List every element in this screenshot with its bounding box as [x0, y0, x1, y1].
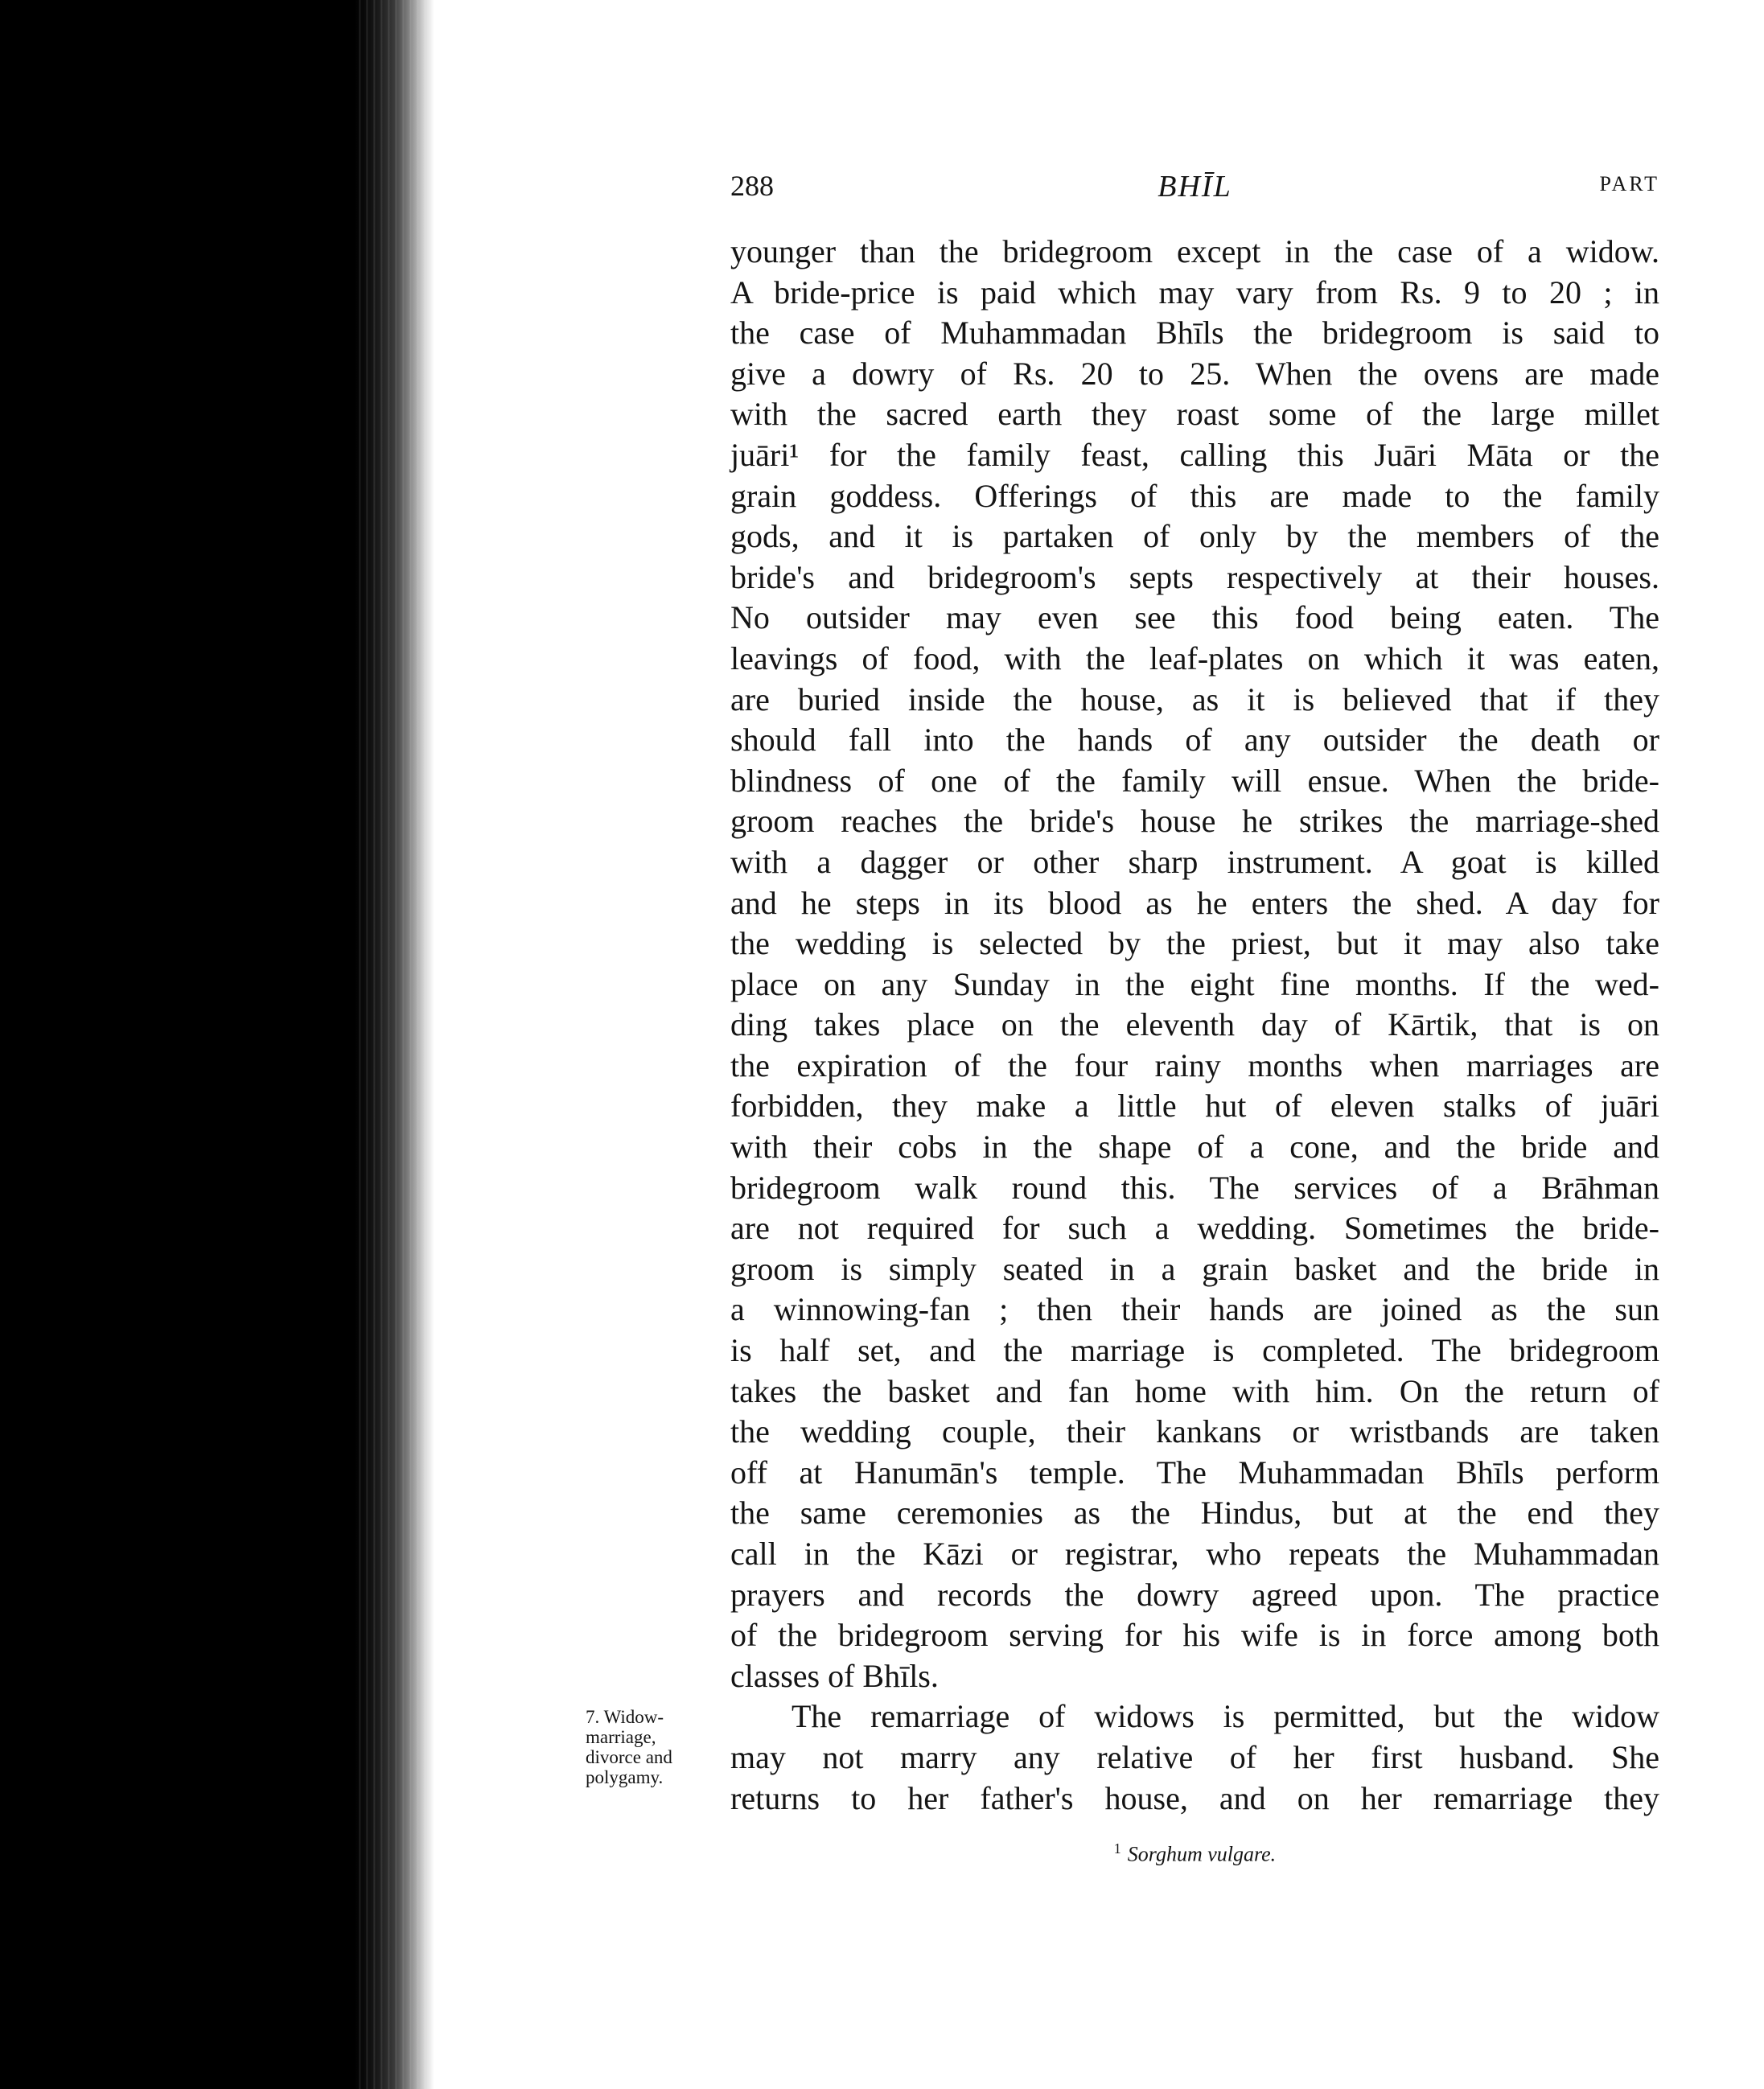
body-line: forbidden, they make a little hut of eleven stalks of juāri [730, 1088, 1659, 1125]
body-line: the expiration of the four rainy months when marriages are [730, 1047, 1659, 1084]
body-text [730, 232, 1659, 1819]
body-line: and he steps in its blood as he enters the shed. A day for [730, 884, 1659, 921]
body-line: No outsider may even see this food being eaten. The [730, 599, 1659, 636]
body-line: the case of Muhammadan Bhīls the bridegroom is said to [730, 315, 1659, 352]
body-line: the same ceremonies as the Hindus, but at the end they [730, 1495, 1659, 1532]
body-line: younger than the bridegroom except in the case of a widow. [730, 233, 1659, 269]
body-line: gods, and it is partaken of only by the members of the [730, 518, 1659, 555]
body-line: with the sacred earth they roast some of the large millet [730, 396, 1659, 433]
body-line: groom reaches the bride's house he strikes the marriage-shed [730, 803, 1659, 840]
page-number: 288 [730, 170, 774, 202]
body-line: with a dagger or other sharp instrument. A goat is killed [730, 843, 1659, 880]
body-line: place on any Sunday in the eight fine months. If the wed- [730, 965, 1659, 1002]
body-line: the wedding couple, their kankans or wristbands are taken [730, 1413, 1659, 1450]
body-line: are not required for such a wedding. Sometimes the bride- [730, 1210, 1659, 1247]
body-line: ding takes place on the eleventh day of Kārtik, that is on [730, 1006, 1659, 1043]
body-line: the wedding is selected by the priest, but it may also take [730, 925, 1659, 962]
body-line: with their cobs in the shape of a cone, and the bride and [730, 1129, 1659, 1166]
side-note-line: marriage, [586, 1727, 656, 1747]
body-line: takes the basket and fan home with him. On the return of [730, 1372, 1659, 1409]
side-note-line: divorce and [586, 1747, 672, 1767]
body-line: juāri¹ for the family feast, calling this Juāri Māta or the [730, 436, 1659, 473]
section-line: The remarriage of widows is permitted, but the widow [792, 1698, 1659, 1735]
body-line: groom is simply seated in a grain basket and the bride in [730, 1250, 1659, 1287]
footnote [730, 1840, 1659, 1867]
body-line: is half set, and the marriage is completed. The bridegroom [730, 1332, 1659, 1369]
body-line: call in the Kāzi or registrar, who repeats the Muhammadan [730, 1536, 1659, 1572]
footnote-text: Sorghum vulgare. [1127, 1842, 1277, 1866]
body-line: give a dowry of Rs. 20 to 25. When the ovens are made [730, 355, 1659, 392]
body-line: bridegroom walk round this. The services of a Brāhman [730, 1169, 1659, 1206]
body-line: A bride-price is paid which may vary from Rs. 9 to 20 ; in [730, 273, 1659, 310]
body-line: grain goddess. Offerings of this are made to the family [730, 477, 1659, 514]
body-line: should fall into the hands of any outsider the death or [730, 722, 1659, 759]
body-line: classes of Bhīls. [730, 1657, 939, 1694]
footnote-mark: 1 [1113, 1840, 1121, 1857]
running-title: BHĪL [1157, 170, 1232, 204]
margin-side-note [586, 1707, 722, 1787]
body-line: are buried inside the house, as it is believed that if they [730, 681, 1659, 718]
section-line: returns to her father's house, and on her remarriage they [730, 1779, 1659, 1816]
body-line: off at Hanumān's temple. The Muhammadan Bhīls perform [730, 1454, 1659, 1491]
body-line: of the bridegroom serving for his wife is in force among both [730, 1617, 1659, 1654]
page-header [730, 169, 1659, 217]
part-label: PART [1599, 172, 1659, 195]
body-line: blindness of one of the family will ensue. When the bride- [730, 762, 1659, 799]
side-note-line: 7. Widow- [586, 1707, 664, 1727]
section-line: may not marry any relative of her first husband. She [730, 1738, 1659, 1775]
body-line: bride's and bridegroom's septs respectively at their houses. [730, 558, 1659, 595]
side-note-line: polygamy. [586, 1767, 664, 1787]
body-line: leavings of food, with the leaf-plates on which it was eaten, [730, 639, 1659, 676]
body-line: prayers and records the dowry agreed upon. The practice [730, 1576, 1659, 1613]
body-line: a winnowing-fan ; then their hands are joined as the sun [730, 1291, 1659, 1328]
